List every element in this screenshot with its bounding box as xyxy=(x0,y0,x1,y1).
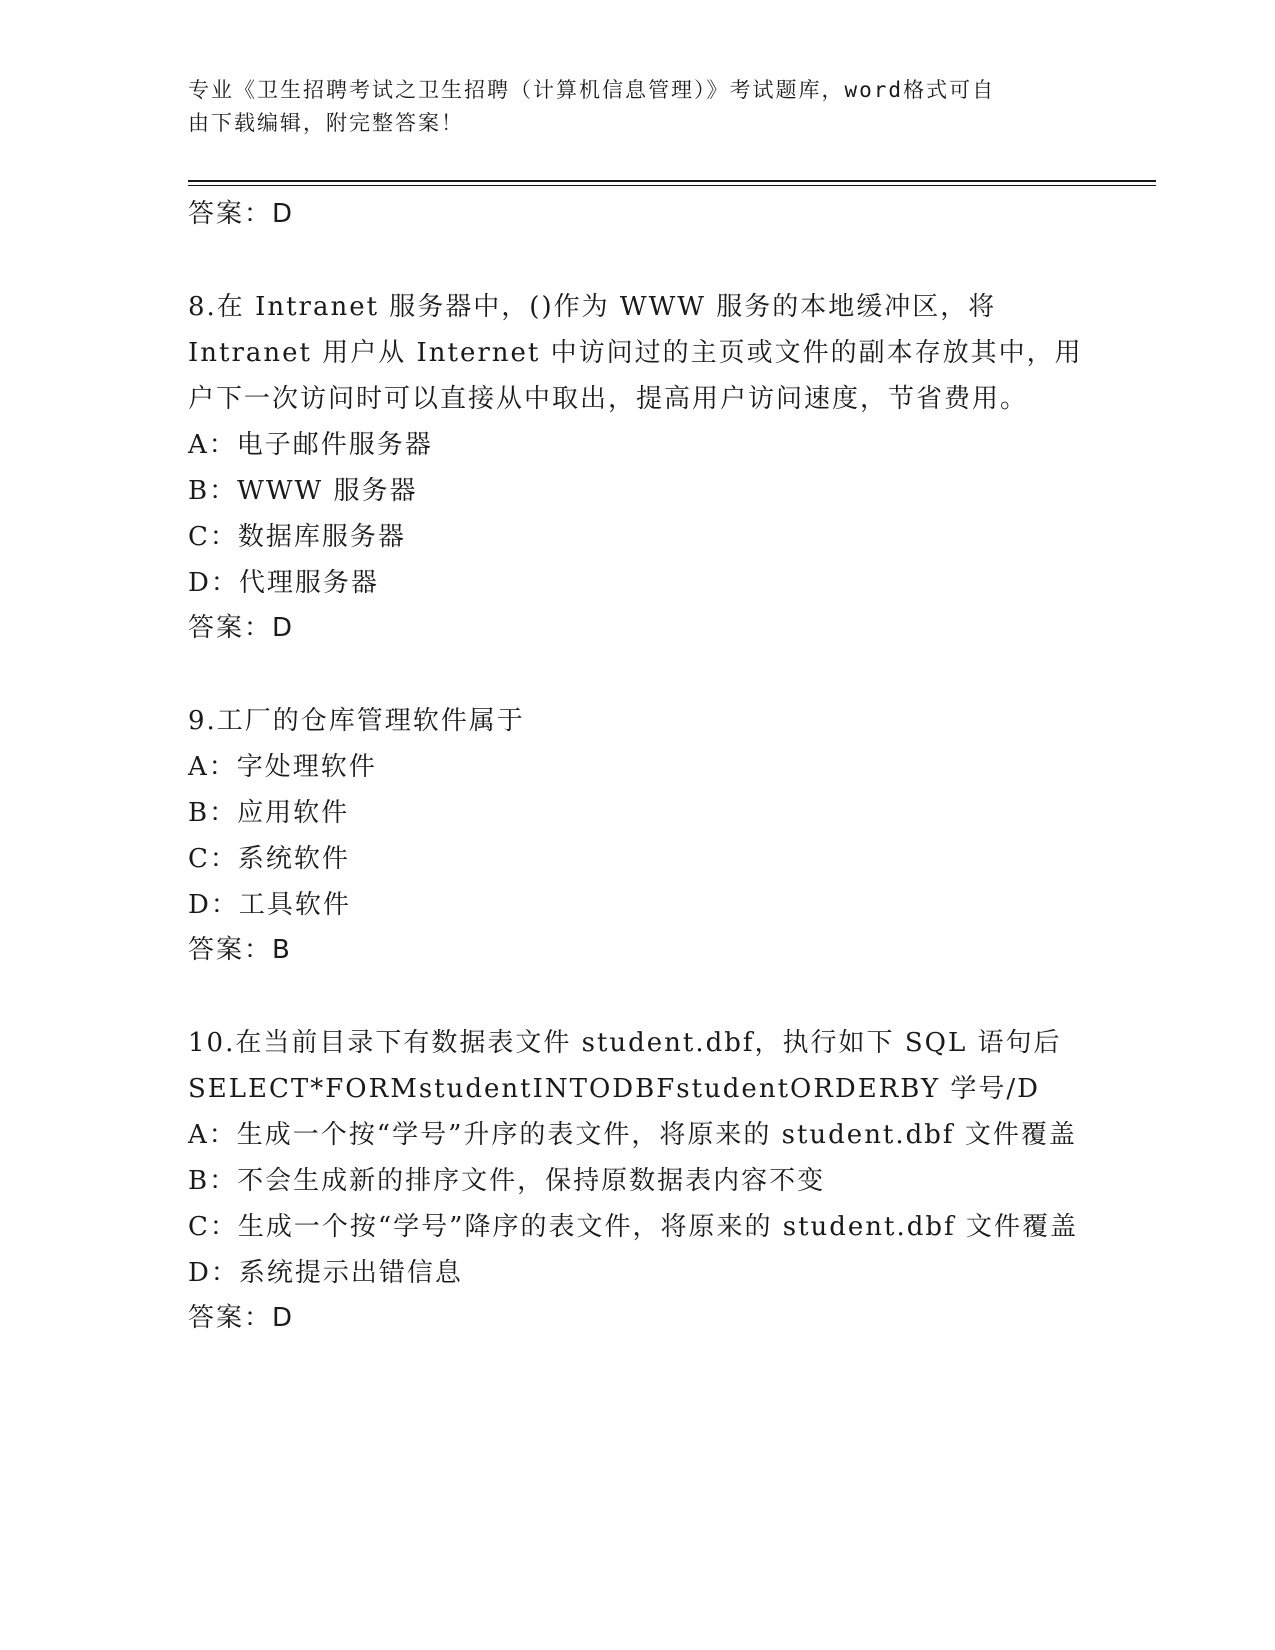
question-9 xyxy=(188,698,1088,972)
option-c: C：生成一个按“学号”降序的表文件，将原来的 student.dbf 文件覆盖 xyxy=(188,1212,1078,1242)
option-b: B：WWW 服务器 xyxy=(188,476,418,506)
option-b: B：不会生成新的排序文件，保持原数据表内容不变 xyxy=(188,1166,826,1196)
document-header xyxy=(188,74,1088,140)
option-a: A：生成一个按“学号”升序的表文件，将原来的 student.dbf 文件覆盖 xyxy=(188,1120,1077,1150)
question-stem: 10.在当前目录下有数据表文件 student.dbf，执行如下 SQL 语句后 SELECT*FORMstudentINTODBFstudentORDERBY 学号/D xyxy=(188,1028,1062,1104)
header-divider-thick xyxy=(188,180,1156,182)
answer-line: 答案：D xyxy=(188,199,295,229)
option-a: A：电子邮件服务器 xyxy=(188,430,433,460)
option-b: B：应用软件 xyxy=(188,798,350,828)
question-8 xyxy=(188,284,1088,650)
option-d: D：代理服务器 xyxy=(188,568,379,598)
question-stem: 8.在 Intranet 服务器中，()作为 WWW 服务的本地缓冲区，将 Intranet 用户从 Internet 中访问过的主页或文件的副本存放其中，用户下一次访问时可以直接从中取出，提高用户访问速度，节省费用。 xyxy=(188,292,1083,414)
option-c: C：系统软件 xyxy=(188,844,350,874)
answer-line: 答案：D xyxy=(188,613,295,643)
header-line-2: 由下载编辑，附完整答案！ xyxy=(188,111,464,135)
question-stem: 9.工厂的仓库管理软件属于 xyxy=(188,706,525,736)
option-d: D：工具软件 xyxy=(188,890,351,920)
option-c: C：数据库服务器 xyxy=(188,522,406,552)
header-line-1: 专业《卫生招聘考试之卫生招聘（计算机信息管理）》考试题库，word格式可自 xyxy=(188,78,996,102)
header-divider-thin xyxy=(188,185,1156,186)
answer-line: 答案：B xyxy=(188,935,292,965)
option-a: A：字处理软件 xyxy=(188,752,377,782)
answer-line: 答案：D xyxy=(188,1303,295,1333)
option-d: D：系统提示出错信息 xyxy=(188,1258,463,1288)
question-10 xyxy=(188,1020,1088,1340)
document-body xyxy=(188,190,1088,1340)
